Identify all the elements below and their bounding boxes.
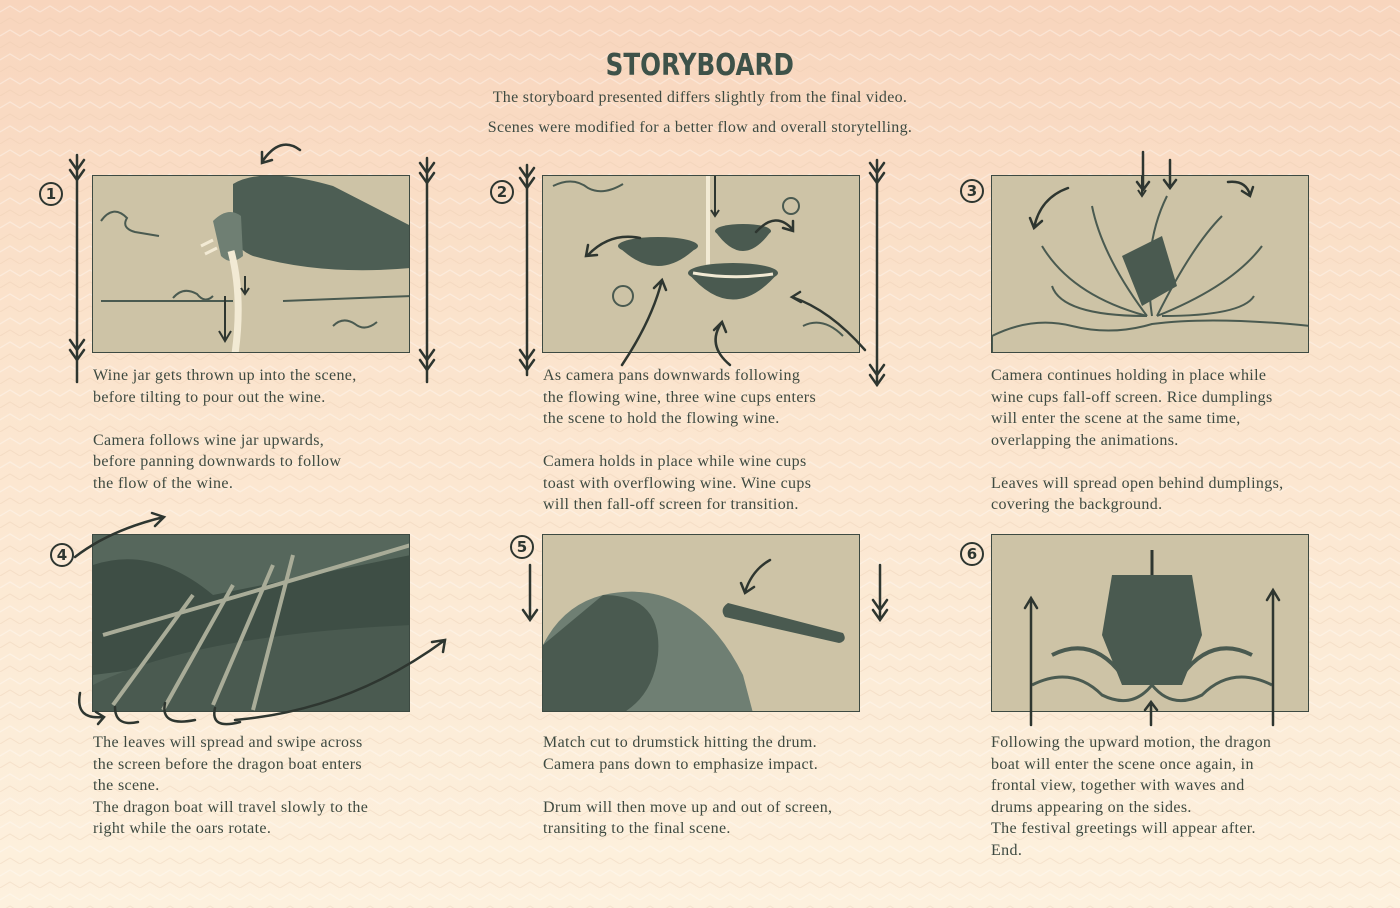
scene-number-2: 2 — [490, 180, 514, 204]
wine-cups-illustration — [543, 176, 860, 353]
scene-4-frame — [92, 534, 410, 712]
scene-number-3: 3 — [960, 179, 984, 203]
scene-1-caption: Wine jar gets thrown up into the scene, before tilting to pour out the wine. Camera follows wine jar upwards, before panning downwards to follow the flow of the wine. — [93, 367, 357, 492]
scene-number-1: 1 — [39, 182, 63, 206]
scene-5-frame — [542, 534, 860, 712]
scene-3-caption: Camera continues holding in place while wine cups fall-off screen. Rice dumplings will enter the scene at the same time, overlapping the animations. Leaves will spread open behind dumplings, covering the background. — [991, 367, 1284, 513]
scene-2-caption: As camera pans downwards following the flowing wine, three wine cups enters the scene to hold the flowing wine. Camera holds in place while wine cups toast with overflowing wine. Wine cups will then fall-off screen for transition. — [543, 367, 817, 513]
scene-number-6: 6 — [960, 542, 984, 566]
scene-3-frame — [991, 175, 1309, 353]
scene-5-caption: Match cut to drumstick hitting the drum. Camera pans down to emphasize impact. Drum will then move up and out of screen, transiting to the final scene. — [543, 734, 833, 837]
frontal-dragon-boat-illustration — [992, 535, 1309, 712]
scene-6-frame — [991, 534, 1309, 712]
scene-1-frame — [92, 175, 410, 353]
scene-2-frame — [542, 175, 860, 353]
drum-illustration — [543, 535, 860, 712]
rice-dumpling-illustration — [992, 176, 1309, 353]
scene-4-caption: The leaves will spread and swipe across the screen before the dragon boat enters the scene. The dragon boat will travel slowly to the right while the oars rotate. — [93, 734, 369, 837]
scene-number-5: 5 — [510, 535, 534, 559]
subtitle-line-1: The storyboard presented differs slightly from the final video. — [492, 89, 908, 106]
scene-6-caption: Following the upward motion, the dragon boat will enter the scene once again, in frontal view, together with waves and drums appearing on the sides. The festival greetings will appear after. End. — [991, 734, 1272, 859]
wine-jar-illustration — [93, 176, 410, 353]
dragon-boat-oars-illustration — [93, 535, 410, 712]
scene-number-4: 4 — [50, 543, 74, 567]
subtitle-line-2: Scenes were modified for a better flow and overall storytelling. — [487, 119, 913, 136]
page-title: STORYBOARD — [605, 48, 795, 83]
header — [0, 48, 1400, 143]
